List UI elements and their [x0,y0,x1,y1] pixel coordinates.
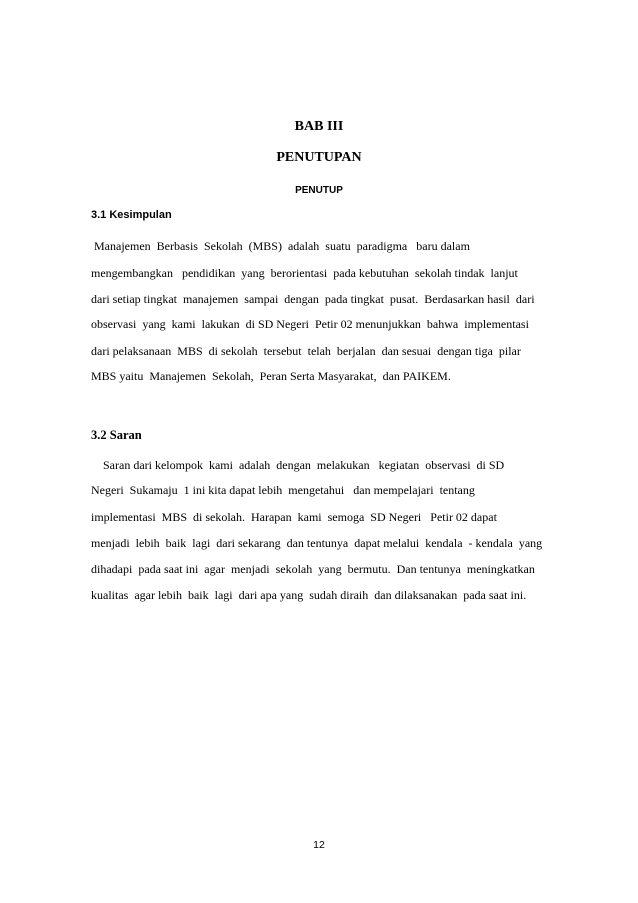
kesimpulan-line: dari pelaksanaan MBS di sekolah tersebut telah berjalan dan sesuai dengan tiga pilar [91,344,521,358]
kesimpulan-line: dari setiap tingkat manajemen sampai dengan pada tingkat pusat. Berdasarkan hasil dari [91,292,535,306]
kesimpulan-line: Manajemen Berbasis Sekolah (MBS) adalah suatu paradigma baru dalam [91,239,470,253]
kesimpulan-line: MBS yaitu Manajemen Sekolah, Peran Serta Masyarakat, dan PAIKEM. [91,369,451,383]
saran-line: implementasi MBS di sekolah. Harapan kami semoga SD Negeri Petir 02 dapat [91,510,497,524]
saran-line: Negeri Sukamaju 1 ini kita dapat lebih mengetahui dan mempelajari tentang [91,483,475,497]
saran-line: menjadi lebih baik lagi dari sekarang dan tentunya dapat melalui kendala - kendala yang [91,536,543,550]
chapter-subtitle: PENUTUP [295,185,343,196]
kesimpulan-line: observasi yang kami lakukan di SD Negeri Petir 02 menunjukkan bahwa implementasi [91,317,529,331]
section-heading-kesimpulan: 3.1 Kesimpulan [91,209,172,221]
kesimpulan-line: mengembangkan pendidikan yang berorientasi pada kebutuhan sekolah tindak lanjut [91,266,518,280]
saran-line: Saran dari kelompok kami adalah dengan melakukan kegiatan observasi di SD [91,458,505,472]
chapter-label: BAB III [294,119,344,134]
chapter-title: PENUTUPAN [276,150,362,165]
section-heading-saran: 3.2 Saran [91,428,142,442]
saran-line: dihadapi pada saat ini agar menjadi sekolah yang bermutu. Dan tentunya meningkatkan [91,562,535,576]
saran-line: kualitas agar lebih baik lagi dari apa yang sudah diraih dan dilaksanakan pada saat ini. [91,588,527,602]
page-number: 12 [313,839,325,851]
